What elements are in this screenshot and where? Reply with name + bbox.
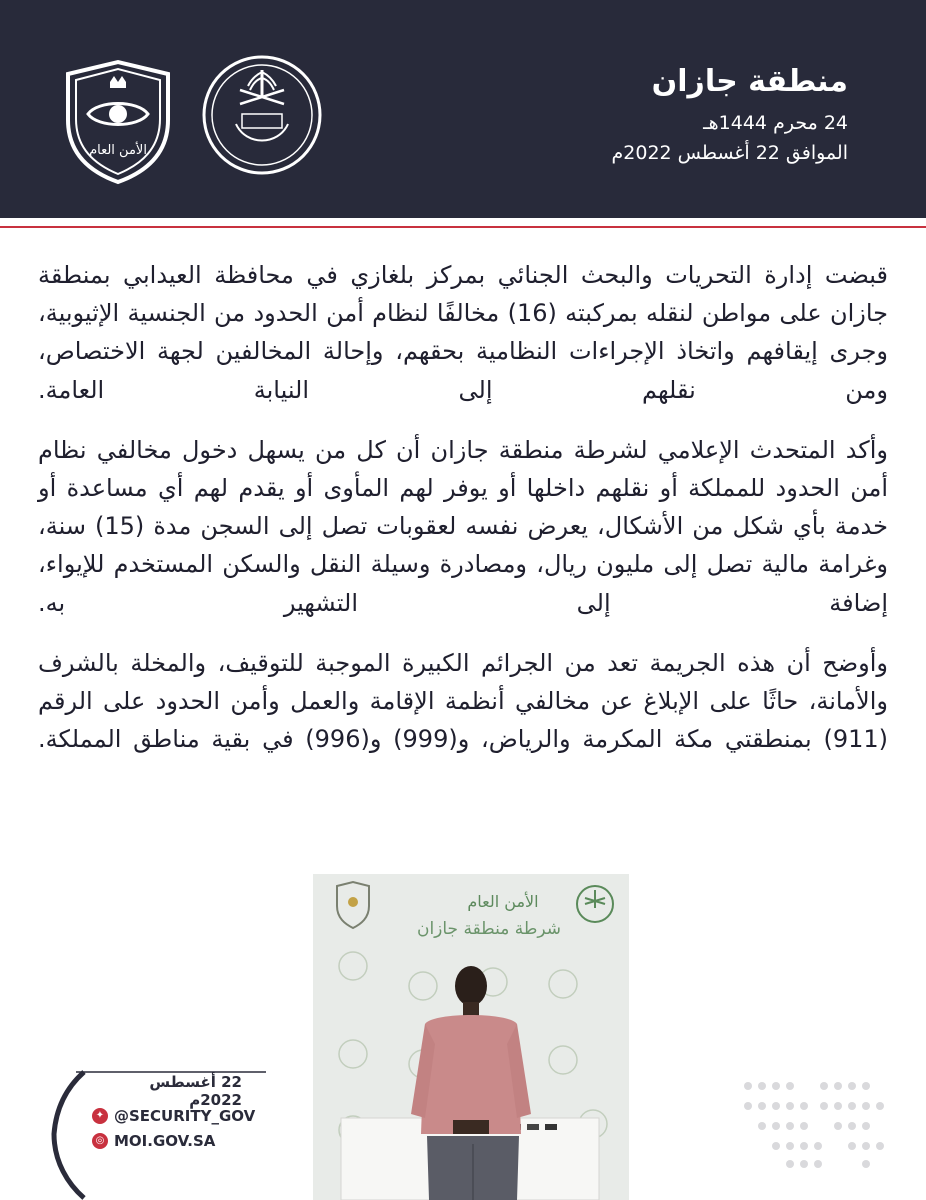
news-body	[38, 256, 888, 780]
hijri-date: 24 محرم 1444هـ	[703, 112, 848, 134]
gregorian-date: الموافق 22 أغسطس 2022م	[611, 142, 848, 164]
header-text-block	[612, 62, 849, 168]
footer-twitter[interactable]	[92, 1103, 255, 1128]
shield-logo-text: الأمن العام	[89, 143, 147, 158]
footer-date: 22 أغسطس 2022م	[149, 1072, 242, 1109]
photo-illustration	[313, 874, 629, 1200]
public-security-logo	[54, 56, 182, 186]
suspect-photo	[313, 874, 629, 1200]
photo-wall-subtitle: شرطة منطقة جازان	[416, 919, 562, 939]
region-title: منطقة جازان	[651, 64, 848, 99]
photo-wall-title: الأمن العام	[467, 892, 539, 911]
header-divider	[0, 226, 926, 228]
footer-info	[92, 1072, 256, 1153]
footer-website[interactable]	[92, 1128, 255, 1153]
website-url[interactable]: MOI.GOV.SA	[114, 1131, 216, 1150]
twitter-icon: ✦	[92, 1108, 108, 1124]
globe-icon: ◎	[92, 1133, 108, 1149]
paragraph-2: وأكد المتحدث الإعلامي لشرطة منطقة جازان أن كل من يسهل دخول مخالفي نظام أمن الحدود للمملكة أو نقلهم داخلها أو يوفر لهم المأوى أو يقدم لهم أي مساعدة أو خدمة بأي شكل من الأشكال، يعرض نفسه لعقوبات تصل إلى السجن مدة (15) سنة، وغرامة مالية تصل إلى مليون ريال، ومصادرة وسيلة النقل والسكن المستخدم للإيواء، إضافة إلى التشهير به.	[38, 435, 888, 617]
paragraph-3: وأوضح أن هذه الجريمة تعد من الجرائم الكبيرة الموجبة للتوقيف، والمخلة بالشرف والأمانة، حاثًا على الإبلاغ عن مخالفي أنظمة الإقامة والعمل وأمن الحدود على الرقم (911) بمنطقتي مكة المكرمة والرياض، و(999) و(996) في بقية مناطق المملكة.	[38, 648, 888, 754]
paragraph-1: قبضت إدارة التحريات والبحث الجنائي بمركز بلغازي في محافظة العيدابي بمنطقة جازان على مواطن لنقله بمركبته (16) مخالفًا لنظام أمن الحدود من الجنسية الإثيوبية، وجرى إيقافهم واتخاذ الإجراءات النظامية بحقهم، وإحالة المخالفين لجهة الاختصاص، ومن نقلهم إلى النيابة العامة.	[38, 261, 888, 404]
twitter-handle[interactable]: @SECURITY_GOV	[114, 1106, 256, 1125]
ministry-emblem-logo	[200, 52, 324, 178]
decorative-dot-pattern	[738, 1076, 888, 1172]
